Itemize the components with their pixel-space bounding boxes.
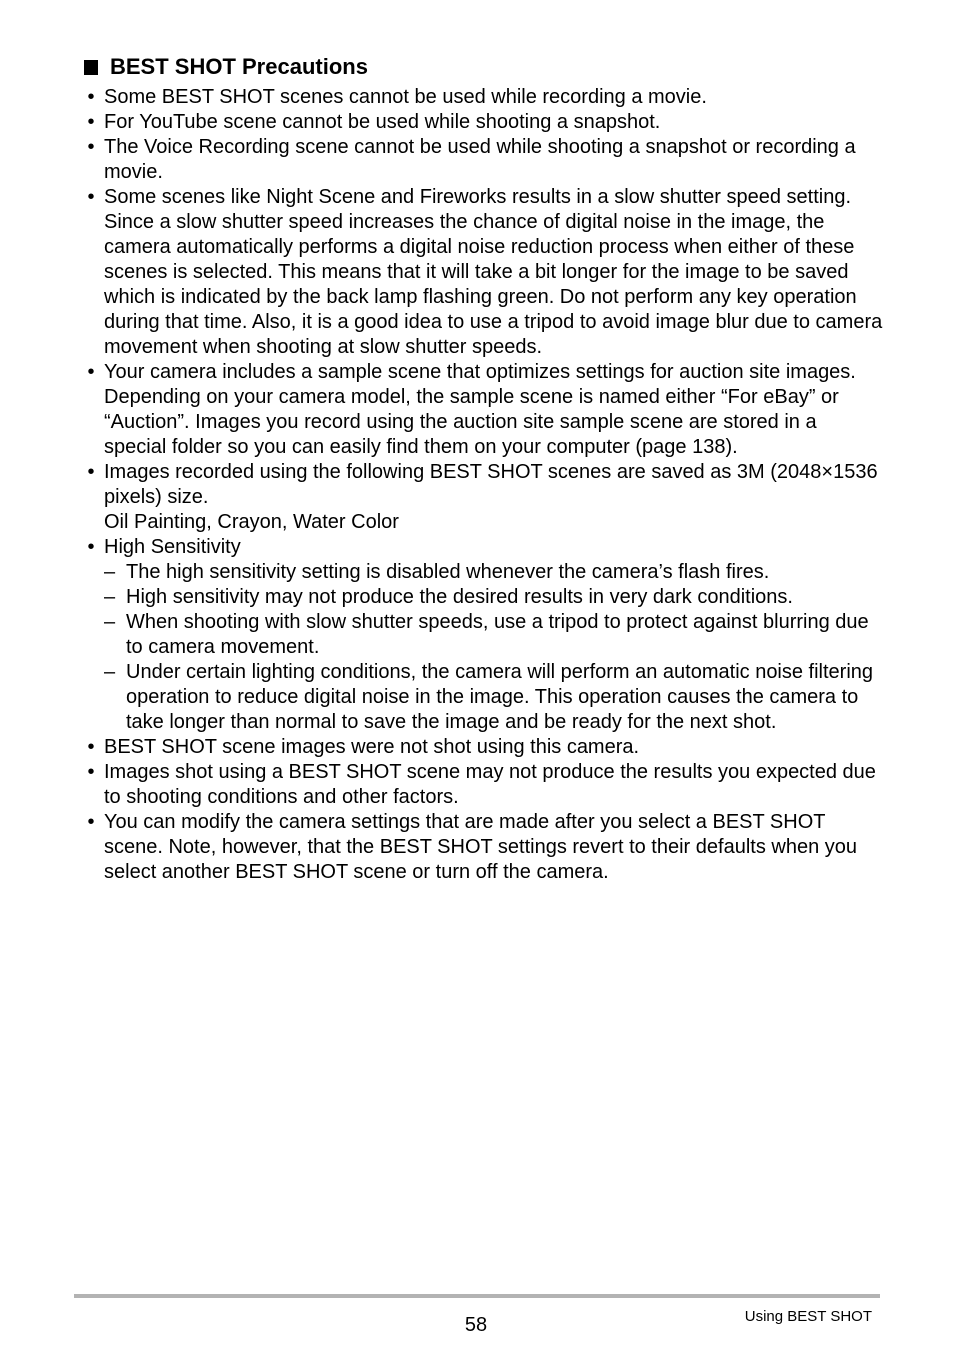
bullet-icon: •: [87, 811, 95, 833]
list-item-text: Your camera includes a sample scene that optimizes settings for auction site images. Depending on your camera model, the sample scene is named either “For eBay” or “Auction”. Images you record using the auction site sample scene are stored in a special folder so you can easily find them on your computer (page 138).: [104, 361, 856, 458]
footer-divider: [74, 1294, 880, 1298]
list-item-text: BEST SHOT scene images were not shot using this camera.: [104, 736, 640, 758]
bullet-icon: •: [87, 86, 95, 108]
sub-list-item-text: Under certain lighting conditions, the camera will perform an automatic noise filtering operation to reduce digital noise in the image. This operation causes the camera to take longer than normal to save the image and be ready for the next shot.: [126, 661, 874, 733]
sub-list-item: [84, 660, 884, 735]
bullet-icon: •: [87, 461, 95, 483]
bullet-icon: •: [87, 111, 95, 133]
sub-list-item: [84, 560, 884, 585]
scene-list-text: Oil Painting, Crayon, Water Color: [104, 511, 399, 533]
list-item-text: High Sensitivity: [104, 536, 241, 558]
dash-icon: –: [104, 661, 116, 683]
page-number: 58: [464, 1314, 488, 1336]
heading-title: BEST SHOT Precautions: [110, 54, 368, 79]
bullet-icon: •: [87, 536, 95, 558]
list-item-text: Some scenes like Night Scene and Fireworks results in a slow shutter speed setting. Since a slow shutter speed increases the chance of digital noise in the image, the camera automatically performs a digital noise reduction process when either of these scenes is selected. This means that it will take a bit longer for the image to be saved which is indicated by the back lamp flashing green. Do not perform any key operation during that time. Also, it is a good idea to use a tripod to avoid image blur due to camera movement when shooting at slow shutter speeds.: [104, 186, 883, 358]
list-item-text: You can modify the camera settings that are made after you select a BEST SHOT scene. Note, however, that the BEST SHOT settings revert to their defaults when you select another BEST SHOT scene or turn off the camera.: [104, 811, 857, 883]
list-item-text: Some BEST SHOT scenes cannot be used while recording a movie.: [104, 86, 707, 108]
square-bullet-icon: [84, 60, 98, 75]
list-item: [84, 460, 884, 535]
dash-icon: –: [104, 611, 116, 633]
sub-list-item: [84, 610, 884, 660]
list-item-text: Images shot using a BEST SHOT scene may not produce the results you expected due to shooting conditions and other factors.: [104, 761, 876, 808]
list-item: [84, 135, 884, 185]
precautions-list: [84, 85, 884, 885]
footer-section-title: Using BEST SHOT: [744, 1308, 872, 1325]
sub-list-item-text: When shooting with slow shutter speeds, use a tripod to protect against blurring due to camera movement.: [126, 611, 869, 658]
dash-icon: –: [104, 561, 116, 583]
bullet-icon: •: [87, 136, 95, 158]
sub-list-item-text: High sensitivity may not produce the desired results in very dark conditions.: [126, 586, 793, 608]
list-item-text: The Voice Recording scene cannot be used while shooting a snapshot or recording a movie.: [104, 136, 856, 183]
list-item: [84, 110, 884, 135]
bullet-icon: •: [87, 761, 95, 783]
section-heading: [84, 53, 368, 81]
list-item-text: For YouTube scene cannot be used while shooting a snapshot.: [104, 111, 661, 133]
list-item: [84, 535, 884, 560]
list-item: [84, 760, 884, 810]
list-item: [84, 85, 884, 110]
bullet-icon: •: [87, 186, 95, 208]
dash-icon: –: [104, 586, 116, 608]
bullet-icon: •: [87, 736, 95, 758]
bullet-icon: •: [87, 361, 95, 383]
list-item: [84, 735, 884, 760]
sub-list-item-text: The high sensitivity setting is disabled whenever the camera’s flash fires.: [126, 561, 770, 583]
sub-list-item: [84, 585, 884, 610]
list-item: [84, 360, 884, 460]
list-item: [84, 810, 884, 885]
list-item: [84, 185, 884, 360]
list-item-text: Images recorded using the following BEST SHOT scenes are saved as 3M (2048×1536 pixels) size.: [104, 461, 878, 508]
